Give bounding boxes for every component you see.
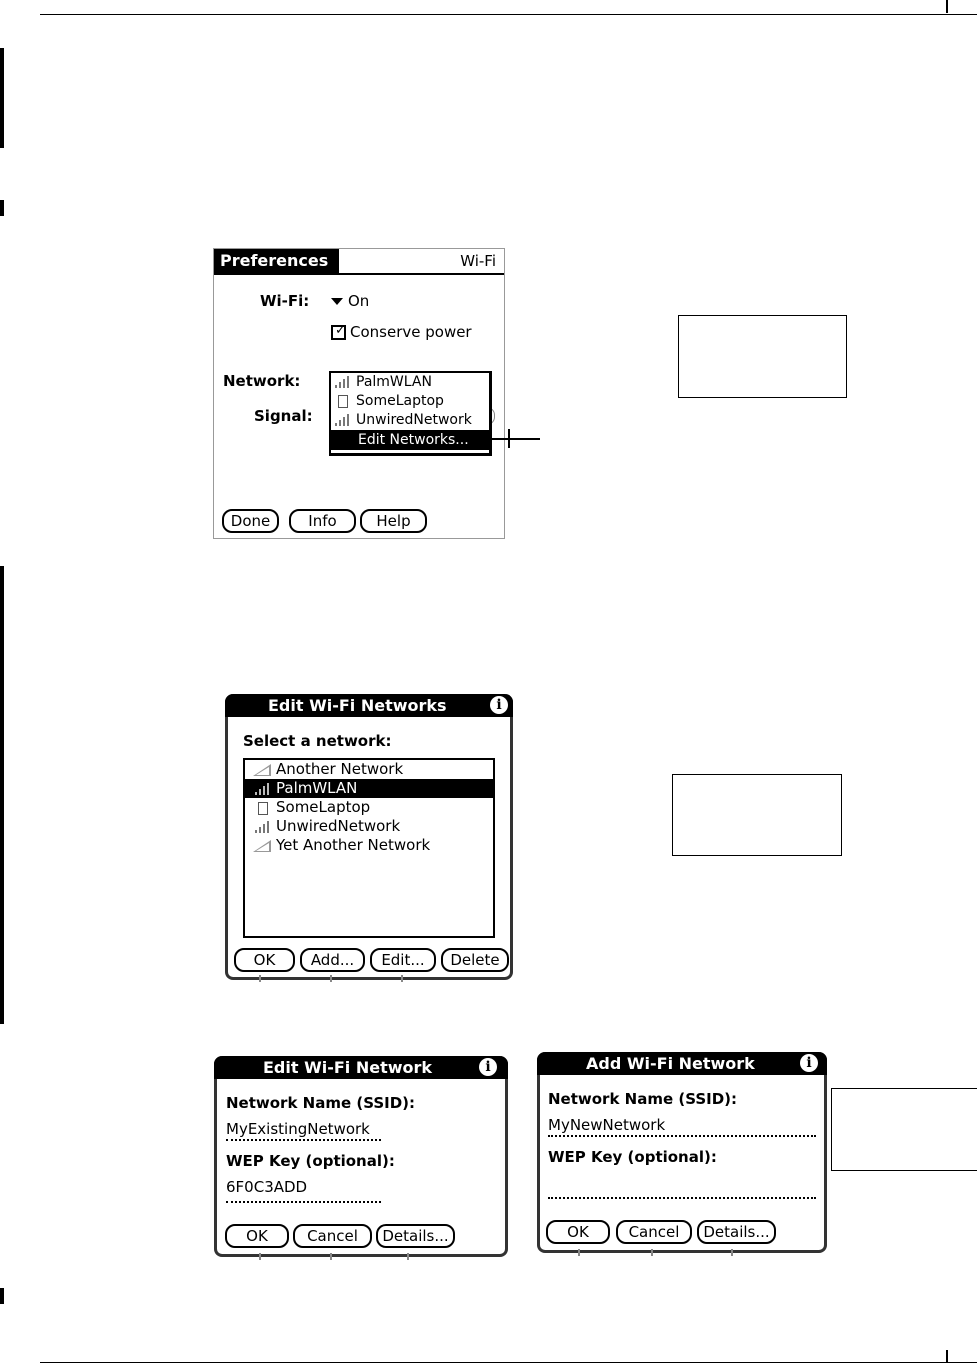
add-network-dialog [537, 1052, 827, 1253]
callout-box [678, 315, 847, 398]
callout-tick [259, 1253, 261, 1260]
delete-button[interactable]: Delete [441, 948, 509, 972]
device-icon [333, 395, 351, 407]
page-title: Preferences [220, 251, 329, 270]
list-item[interactable]: Another Network [245, 760, 493, 779]
page-edge [946, 0, 948, 13]
callout-tick [651, 1249, 653, 1256]
adhoc-icon [253, 764, 271, 776]
wifi-trigger[interactable] [331, 292, 369, 310]
ssid-field[interactable]: MyExistingNetwork [226, 1120, 370, 1138]
bottom-rule [40, 1362, 977, 1363]
wifi-value: On [348, 292, 370, 310]
callout-tick [330, 975, 332, 982]
signal-icon [333, 414, 351, 426]
network-list[interactable] [243, 758, 495, 938]
help-button[interactable]: Help [360, 509, 427, 533]
info-icon[interactable]: i [479, 1058, 497, 1076]
list-item[interactable]: PalmWLAN [331, 373, 489, 392]
signal-icon [253, 821, 271, 833]
callout-tick [407, 1253, 409, 1260]
adhoc-icon [253, 840, 271, 852]
ssid-underline [226, 1139, 381, 1141]
cancel-button[interactable]: Cancel [293, 1224, 372, 1248]
info-icon[interactable]: i [800, 1054, 818, 1072]
ok-button[interactable]: OK [546, 1220, 610, 1244]
dialog-title: Add Wi-Fi Network [586, 1054, 755, 1073]
callout-tick [578, 1249, 580, 1256]
wep-label: WEP Key (optional): [226, 1152, 395, 1170]
wifi-label: Wi-Fi: [260, 292, 310, 310]
callout-box [831, 1088, 977, 1171]
list-item[interactable]: Yet Another Network [245, 836, 493, 855]
edit-networks-item[interactable]: Edit Networks... [331, 430, 489, 450]
callout-box [672, 774, 842, 856]
edit-button[interactable]: Edit... [370, 948, 436, 972]
ssid-field[interactable]: MyNewNetwork [548, 1116, 666, 1134]
info-button[interactable]: Info [289, 509, 356, 533]
title-underline [214, 273, 504, 275]
callout-tick [731, 1249, 733, 1256]
details-button[interactable]: Details... [376, 1224, 455, 1248]
list-item-selected[interactable]: PalmWLAN [245, 779, 493, 798]
title-bar [214, 249, 504, 274]
change-bar [0, 48, 4, 148]
top-rule [40, 14, 977, 15]
add-button[interactable]: Add... [300, 948, 365, 972]
wep-underline [548, 1197, 816, 1199]
signal-icon [333, 376, 351, 388]
ssid-label: Network Name (SSID): [548, 1090, 738, 1108]
list-item[interactable]: UnwiredNetwork [331, 411, 489, 430]
conserve-power-checkbox[interactable] [331, 323, 472, 341]
ssid-label: Network Name (SSID): [226, 1094, 416, 1112]
select-network-label: Select a network: [243, 732, 392, 750]
change-bar [0, 566, 4, 1024]
ssid-underline [548, 1135, 816, 1137]
dialog-title: Edit Wi-Fi Networks [268, 696, 447, 715]
panel-name[interactable]: Wi-Fi [460, 252, 496, 270]
network-label: Network: [223, 372, 301, 390]
done-button[interactable]: Done [222, 509, 279, 533]
list-item[interactable]: UnwiredNetwork [245, 817, 493, 836]
list-item[interactable]: SomeLaptop [331, 392, 489, 411]
ok-button[interactable]: OK [225, 1224, 289, 1248]
network-popup-list[interactable] [329, 371, 492, 456]
dialog-title: Edit Wi-Fi Network [263, 1058, 433, 1077]
conserve-power-label: Conserve power [350, 323, 472, 341]
wep-label: WEP Key (optional): [548, 1148, 717, 1166]
change-bar [0, 200, 4, 216]
device-icon [253, 802, 271, 814]
wep-field[interactable]: 6F0C3ADD [226, 1178, 308, 1196]
edit-network-dialog [214, 1056, 508, 1257]
edit-networks-dialog [225, 694, 513, 980]
ok-button[interactable]: OK [234, 948, 295, 972]
info-icon[interactable]: i [490, 696, 508, 714]
preferences-screen [213, 248, 505, 539]
checkbox-checked-icon: ✓ [331, 325, 346, 340]
signal-label: Signal: [254, 407, 313, 425]
list-item[interactable]: SomeLaptop [245, 798, 493, 817]
callout-tick [508, 429, 510, 448]
details-button[interactable]: Details... [697, 1220, 776, 1244]
cancel-button[interactable]: Cancel [616, 1220, 692, 1244]
signal-icon [253, 783, 271, 795]
dropdown-arrow-icon [331, 298, 343, 305]
wep-underline [226, 1201, 381, 1203]
callout-tick [259, 975, 261, 982]
change-bar [0, 1288, 4, 1304]
callout-tick [401, 975, 403, 982]
page-edge [946, 1350, 948, 1362]
callout-tick [330, 1253, 332, 1260]
